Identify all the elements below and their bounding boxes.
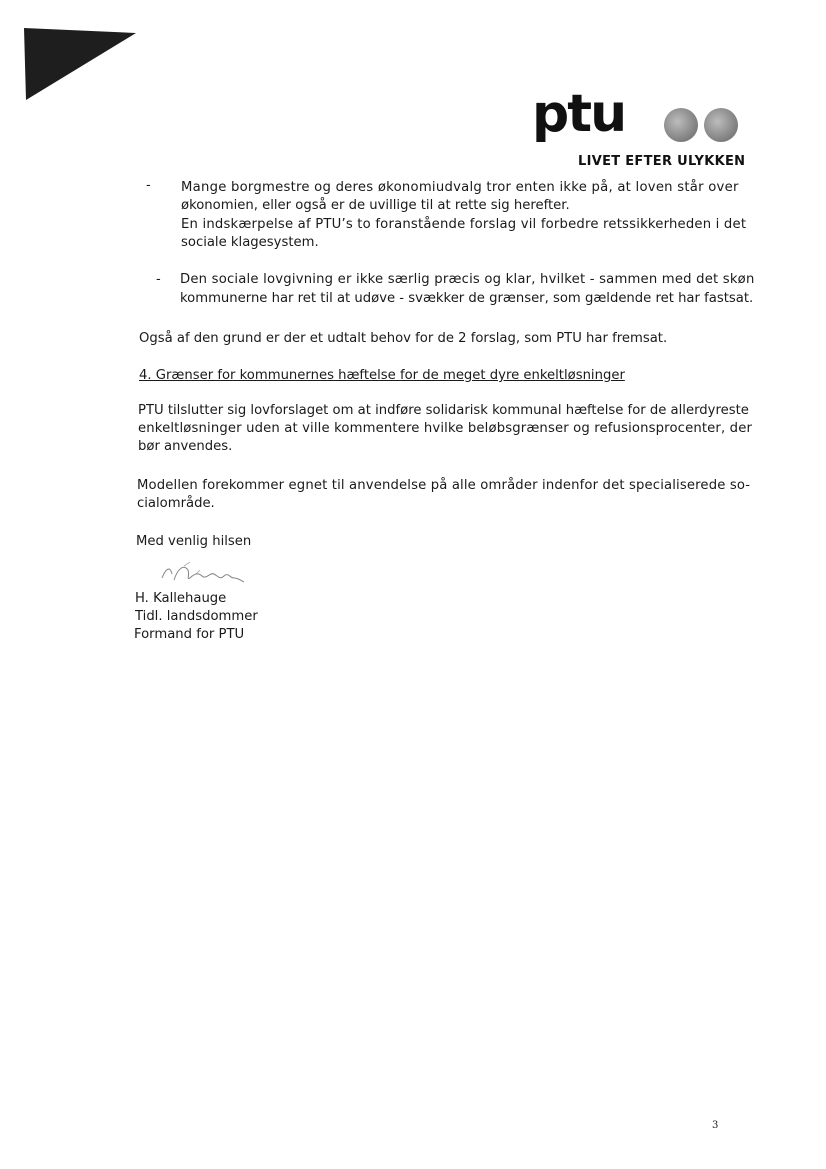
signer-title-1: Tidl. landsdommer xyxy=(135,609,258,624)
section-heading: 4. Grænser for kommunernes hæftelse for de meget dyre enkeltløsninger xyxy=(139,368,625,383)
signer-title-2: Formand for PTU xyxy=(134,627,245,642)
bullet-dash: - xyxy=(156,272,161,287)
paragraph-3-line-1: Modellen forekommer egnet til anvendelse på alle områder indenfor det specialiserede so- xyxy=(137,478,751,493)
signer-name: H. Kallehauge xyxy=(135,591,227,606)
logo-tagline: LIVET EFTER ULYKKEN xyxy=(578,154,746,169)
logo-dot-right xyxy=(704,108,738,142)
paragraph-2-line-1: PTU tilslutter sig lovforslaget om at indføre solidarisk kommunal hæftelse for de allerdyreste xyxy=(138,403,749,418)
bullet-dash: - xyxy=(146,178,151,193)
scan-corner-mark xyxy=(24,28,139,103)
bullet-1-line-3: En indskærpelse af PTU’s to foranstående forslag vil forbedre retssikkerheden i det xyxy=(181,217,747,232)
page-number: 3 xyxy=(712,1120,719,1131)
bullet-2-line-2: kommunerne har ret til at udøve - svækker de grænser, som gældende ret har fastsat. xyxy=(180,291,754,306)
bullet-1-line-4: sociale klagesystem. xyxy=(181,235,319,250)
ptu-logo xyxy=(532,84,747,173)
handwritten-signature xyxy=(160,560,245,588)
paragraph-3-line-2: cialområde. xyxy=(137,496,215,511)
logo-dot-left xyxy=(664,108,698,142)
paragraph-reason: Også af den grund er der et udtalt behov for de 2 forslag, som PTU har fremsat. xyxy=(139,331,668,346)
logo-wordmark: ptu xyxy=(532,84,626,144)
paragraph-2-line-3: bør anvendes. xyxy=(138,439,233,454)
bullet-1-line-1: Mange borgmestre og deres økonomiudvalg tror enten ikke på, at loven står over xyxy=(181,180,739,195)
paragraph-2-line-2: enkeltløsninger uden at ville kommentere hvilke beløbsgrænser og refusionsprocenter, der xyxy=(138,421,753,436)
bullet-1-line-2: økonomien, eller også er de uvillige til at rette sig herefter. xyxy=(181,198,570,213)
closing-greeting: Med venlig hilsen xyxy=(136,534,252,549)
bullet-2-line-1: Den sociale lovgivning er ikke særlig præcis og klar, hvilket - sammen med det skøn xyxy=(180,272,755,287)
